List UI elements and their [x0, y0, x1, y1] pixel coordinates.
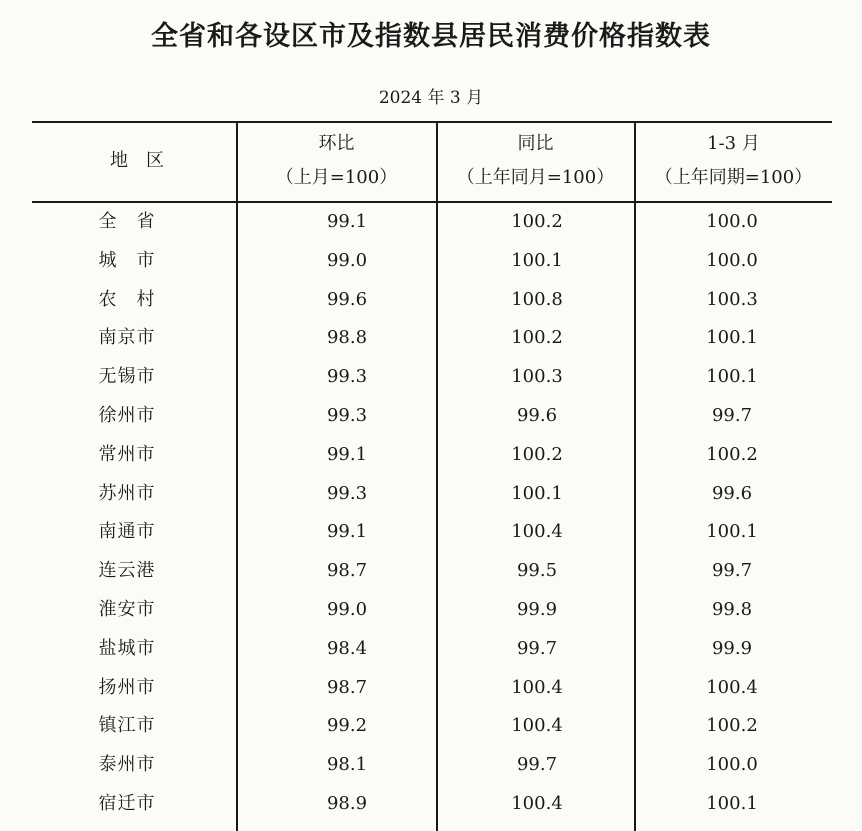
header-mom-sub: （上月=100）	[275, 167, 398, 188]
yoy-cell: 100.1	[511, 482, 563, 504]
yoy-cell: 100.8	[511, 288, 563, 310]
region-cell: 泰州市	[98, 754, 156, 776]
mom-cell: 99.2	[326, 715, 368, 737]
region-cell: 无锡市	[98, 366, 156, 388]
table-row	[32, 475, 832, 514]
table-row	[32, 242, 832, 281]
region-cell: 苏州市	[98, 482, 156, 504]
header-ytd	[635, 121, 832, 201]
region-cell: 南通市	[98, 521, 156, 543]
region-cell: 连云港	[98, 560, 156, 582]
header-yoy	[437, 121, 634, 201]
yoy-cell: 100.4	[511, 793, 563, 814]
region-cell: 宿迁市	[98, 793, 156, 814]
table-row	[32, 436, 832, 475]
ytd-cell: 100.2	[706, 443, 758, 465]
ytd-cell: 100.0	[706, 249, 758, 271]
region-cell: 常州市	[98, 443, 156, 465]
yoy-cell: 99.6	[516, 405, 558, 426]
ytd-cell: 100.2	[706, 715, 758, 737]
yoy-cell: 100.4	[511, 715, 563, 737]
mom-cell: 99.0	[326, 599, 368, 620]
region-cell: 镇江市	[98, 715, 156, 737]
mom-cell: 99.3	[326, 405, 368, 426]
header-region	[72, 121, 202, 201]
ytd-cell: 100.1	[706, 366, 758, 388]
ytd-cell: 100.1	[706, 327, 758, 349]
header-yoy-label: 同比	[517, 133, 554, 154]
table-row	[32, 513, 832, 552]
yoy-cell: 100.2	[511, 443, 563, 465]
table-row	[32, 397, 832, 436]
yoy-cell: 100.2	[511, 211, 563, 232]
mom-cell: 99.1	[326, 211, 368, 232]
report-date: 2024 年 3 月	[378, 88, 484, 108]
yoy-cell: 99.5	[516, 560, 558, 582]
yoy-cell: 99.9	[516, 599, 558, 620]
table-row	[32, 707, 832, 746]
header-yoy-sub: （上年同月=100）	[456, 167, 615, 188]
ytd-cell: 99.8	[711, 599, 753, 620]
yoy-cell: 99.7	[516, 754, 558, 776]
table-row	[32, 552, 832, 591]
yoy-cell: 99.7	[516, 637, 558, 659]
mom-cell: 98.7	[326, 560, 368, 582]
mom-cell: 98.4	[326, 637, 368, 659]
region-cell: 农 村	[98, 288, 156, 310]
ytd-cell: 99.9	[711, 637, 753, 659]
region-cell: 徐州市	[98, 405, 156, 426]
mom-cell: 98.8	[326, 327, 368, 349]
mom-cell: 99.1	[326, 443, 368, 465]
region-cell: 扬州市	[98, 676, 156, 698]
region-cell: 盐城市	[98, 637, 156, 659]
region-cell: 淮安市	[98, 599, 156, 620]
table-row	[32, 785, 832, 824]
yoy-cell: 100.4	[511, 521, 563, 543]
region-cell: 全 省	[98, 211, 156, 232]
mom-cell: 99.1	[326, 521, 368, 543]
table-row	[32, 319, 832, 358]
table-row	[32, 746, 832, 785]
table-row	[32, 358, 832, 397]
table-row	[32, 281, 832, 320]
table-row	[32, 203, 832, 242]
yoy-cell: 100.3	[511, 366, 563, 388]
mom-cell: 99.0	[326, 249, 368, 271]
mom-cell: 98.9	[326, 793, 368, 814]
ytd-cell: 99.7	[711, 405, 753, 426]
ytd-cell: 99.6	[711, 482, 753, 504]
region-cell: 城 市	[98, 249, 156, 271]
table-row	[32, 669, 832, 708]
mom-cell: 99.3	[326, 482, 368, 504]
page-title: 全省和各设区市及指数县居民消费价格指数表	[151, 21, 711, 52]
ytd-cell: 100.1	[706, 793, 758, 814]
yoy-cell: 100.4	[511, 676, 563, 698]
mom-cell: 99.3	[326, 366, 368, 388]
ytd-cell: 99.7	[711, 560, 753, 582]
region-cell: 南京市	[98, 327, 156, 349]
yoy-cell: 100.1	[511, 249, 563, 271]
table-row	[32, 630, 832, 669]
yoy-cell: 100.2	[511, 327, 563, 349]
header-ytd-sub: （上年同期=100）	[654, 167, 813, 188]
ytd-cell: 100.1	[706, 521, 758, 543]
mom-cell: 98.7	[326, 676, 368, 698]
table-row	[32, 591, 832, 630]
header-mom-label: 环比	[318, 133, 355, 154]
ytd-cell: 100.0	[706, 754, 758, 776]
header-ytd-label: 1-3 月	[707, 133, 760, 154]
ytd-cell: 100.0	[706, 211, 758, 232]
mom-cell: 98.1	[326, 754, 368, 776]
ytd-cell: 100.3	[706, 288, 758, 310]
header-region-label: 地 区	[110, 150, 164, 171]
cpi-table	[32, 121, 832, 831]
ytd-cell: 100.4	[706, 676, 758, 698]
mom-cell: 99.6	[326, 288, 368, 310]
header-mom	[237, 121, 436, 201]
